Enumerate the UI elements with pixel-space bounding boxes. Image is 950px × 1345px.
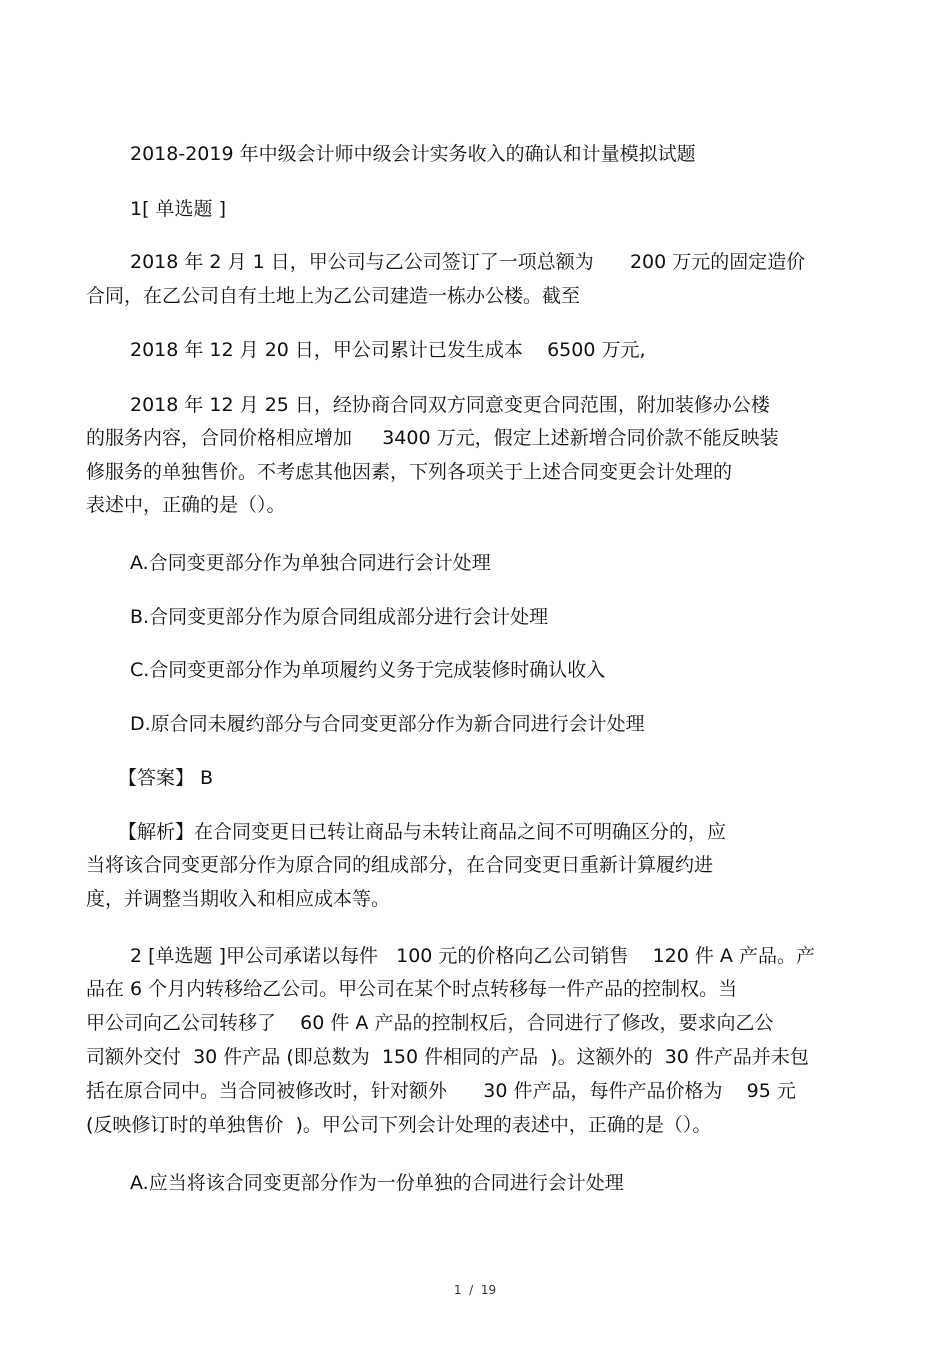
question-1-stem-line: 2018 年 12 月 25 日，经协商合同双方同意变更合同范围，附加装修办公楼 xyxy=(130,394,770,416)
question-1-label: 1[ 单选题 ] xyxy=(130,198,226,220)
question-2-stem-line: 品在 6 个月内转移给乙公司。甲公司在某个时点转移每一件产品的控制权。当 xyxy=(86,978,738,1000)
question-1-stem-line: 2018 年 12 月 20 日，甲公司累计已发生成本 6500 万元, xyxy=(130,339,646,361)
question-1-stem-line: 的服务内容，合同价格相应增加 3400 万元，假定上述新增合同价款不能反映装 xyxy=(86,427,779,449)
question-1-analysis-line: 当将该合同变更部分作为原合同的组成部分，在合同变更日重新计算履约进 xyxy=(86,854,714,876)
question-1-answer: 【答案】 B xyxy=(118,767,214,789)
question-1-option-b: B.合同变更部分作为原合同组成部分进行会计处理 xyxy=(130,606,549,628)
question-2-option-a: A.应当将该合同变更部分作为一份单独的合同进行会计处理 xyxy=(130,1172,624,1194)
question-1-analysis-line: 度，并调整当期收入和相应成本等。 xyxy=(86,888,391,910)
question-1-stem-line: 修服务的单独售价。不考虑其他因素，下列各项关于上述合同变更会计处理的 xyxy=(86,461,733,483)
question-1-stem-line: 2018 年 2 月 1 日，甲公司与乙公司签订了一项总额为 200 万元的固定造价 xyxy=(130,251,806,273)
question-1-option-c: C.合同变更部分作为单项履约义务于完成装修时确认收入 xyxy=(130,659,606,681)
question-2-stem-line: 司额外交付 30 件产品 (即总数为 150 件相同的产品 )。这额外的 30 件产品并未包 xyxy=(86,1046,809,1068)
question-2-stem-line: 括在原合同中。当合同被修改时，针对额外 30 件产品，每件产品价格为 95 元 xyxy=(86,1080,796,1102)
question-2-stem-line: 2 [单选题 ]甲公司承诺以每件 100 元的价格向乙公司销售 120 件 A 产品。产 xyxy=(130,945,815,967)
document-title: 2018-2019 年中级会计师中级会计实务收入的确认和计量模拟试题 xyxy=(130,143,696,165)
question-1-analysis-line: 【解析】在合同变更日已转让商品与未转让商品之间不可明确区分的，应 xyxy=(118,821,727,843)
question-1-stem-line: 表述中，正确的是（）。 xyxy=(86,494,286,516)
question-1-option-d: D.原合同未履约部分与合同变更部分作为新合同进行会计处理 xyxy=(130,713,645,735)
question-2-stem-line: (反映修订时的单独售价 )。甲公司下列会计处理的表述中，正确的是（）。 xyxy=(86,1114,712,1136)
question-1-stem-line: 合同，在乙公司自有土地上为乙公司建造一栋办公楼。截至 xyxy=(86,285,581,307)
page-number: 1 / 19 xyxy=(453,1283,497,1297)
question-2-stem-line: 甲公司向乙公司转移了 60 件 A 产品的控制权后，合同进行了修改，要求向乙公 xyxy=(86,1012,774,1034)
question-1-option-a: A.合同变更部分作为单独合同进行会计处理 xyxy=(130,552,491,574)
